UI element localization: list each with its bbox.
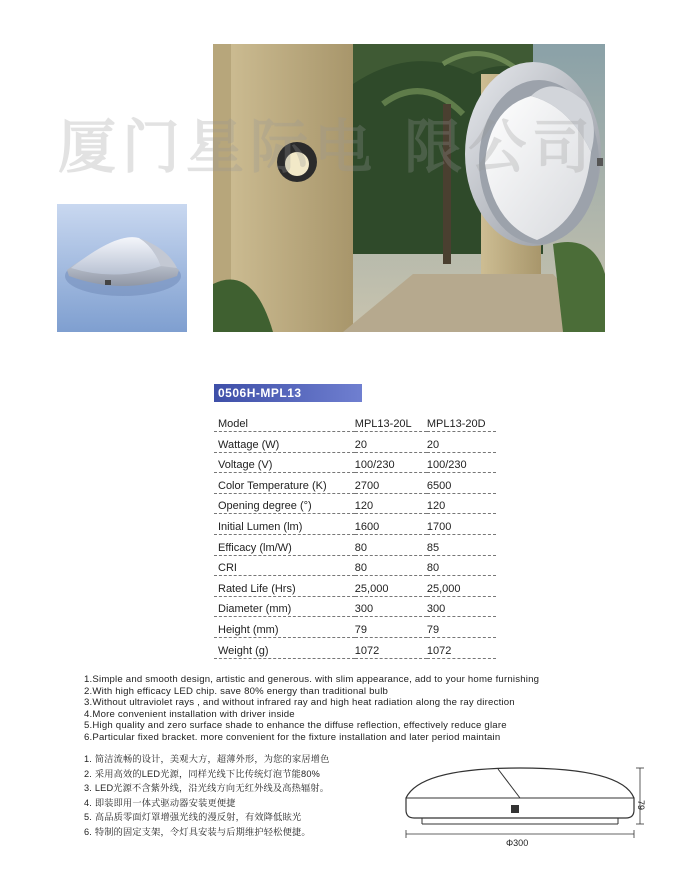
feature-line: 5. 高品质零面灯罩增强光线的漫反射，有效降低眩光 xyxy=(84,812,302,822)
features-english xyxy=(84,674,684,744)
spec-label-cell: Diameter (mm) xyxy=(214,596,355,617)
garden-scene-illustration xyxy=(213,44,605,332)
spec-value-cell: 25,000 xyxy=(355,576,427,597)
feature-line: 4.More convenient installation with driver inside xyxy=(84,708,295,720)
spec-label-cell: Color Temperature (K) xyxy=(214,473,355,494)
spec-header-cell: MPL13-20D xyxy=(427,414,496,432)
spec-value-cell: 100/230 xyxy=(427,452,496,473)
feature-line: 4. 即装即用一体式驱动器安装更便捷 xyxy=(84,797,236,808)
spec-value-cell: 120 xyxy=(355,493,427,514)
spec-value-cell: 1072 xyxy=(427,637,496,658)
spec-value-cell: 20 xyxy=(427,432,496,453)
shade-edge-line xyxy=(498,769,520,798)
spec-value-cell: 80 xyxy=(355,534,427,555)
spec-value-cell: 6500 xyxy=(427,473,496,494)
spec-value-cell: 100/230 xyxy=(355,452,427,473)
spec-value-cell: 80 xyxy=(427,555,496,576)
spec-value-cell: 1600 xyxy=(355,514,427,535)
feature-line: 3.Without ultraviolet rays , and without infrared ray and high heat radiation along the ray direction xyxy=(84,697,515,709)
spec-row xyxy=(214,596,496,617)
installation-photo xyxy=(213,44,605,332)
spec-label-cell: CRI xyxy=(214,555,355,576)
spec-value-cell: 85 xyxy=(427,534,496,555)
model-number-banner: 0506H-MPL13 xyxy=(214,384,362,402)
feature-line: 5.High quality and zero surface shade to enhance the diffuse reflection, effectively reduce glare xyxy=(84,720,507,732)
spec-label-cell: Rated Life (Hrs) xyxy=(214,576,355,597)
spec-label-cell: Opening degree (°) xyxy=(214,493,355,514)
spec-label-cell: Initial Lumen (lm) xyxy=(214,514,355,535)
watermark-text: 厦门星际电 限公司 xyxy=(58,113,597,181)
spec-value-cell: 1072 xyxy=(355,637,427,658)
feature-line: 6.Particular fixed bracket. more convenient for the fixture installation and later period maintain xyxy=(84,731,501,743)
spec-label-cell: Wattage (W) xyxy=(214,432,355,453)
height-label: 79 xyxy=(636,800,646,811)
spec-row xyxy=(214,555,496,576)
spec-label-cell: Weight (g) xyxy=(214,637,355,658)
spec-header-cell: MPL13-20L xyxy=(355,414,427,432)
spec-row xyxy=(214,637,496,658)
spec-row xyxy=(214,514,496,535)
spec-value-cell: 300 xyxy=(427,596,496,617)
feature-line: 1.Simple and smooth design, artistic and generous. with slim appearance, add to your home furnishing xyxy=(84,674,540,685)
feature-line: 2.With high efficacy LED chip. save 80% energy than traditional bulb xyxy=(84,685,389,697)
spec-value-cell: 300 xyxy=(355,596,427,617)
spec-row xyxy=(214,493,496,514)
spec-value-cell: 2700 xyxy=(355,473,427,494)
feature-line: 3. LED光源不含紫外线，沿光线方向无红外线及高热辐射。 xyxy=(84,783,330,793)
spec-value-cell: 20 xyxy=(355,432,427,453)
lamp-outline xyxy=(406,768,634,818)
spec-label-cell: Height (mm) xyxy=(214,617,355,638)
spec-value-cell: 1700 xyxy=(427,514,496,535)
spec-header-row xyxy=(214,414,496,432)
spec-value-cell: 80 xyxy=(355,555,427,576)
lamp-thumbnail-illustration xyxy=(57,204,187,332)
spec-row xyxy=(214,473,496,494)
spec-label-cell: Voltage (V) xyxy=(214,452,355,473)
feature-line: 1. 简洁流畅的设计，美观大方，超薄外形，为您的家居增色 xyxy=(84,754,330,764)
spec-value-cell: 79 xyxy=(427,617,496,638)
spec-value-cell: 25,000 xyxy=(427,576,496,597)
spec-label-cell: Efficacy (lm/W) xyxy=(214,534,355,555)
features-chinese xyxy=(84,752,394,839)
spec-value-cell: 120 xyxy=(427,493,496,514)
spec-row xyxy=(214,452,496,473)
driver-box xyxy=(511,805,519,813)
dimension-drawing xyxy=(398,760,648,850)
feature-line: 6. 特制的固定支架，令灯具安装与后期维护轻松便捷。 xyxy=(84,826,311,837)
spec-row xyxy=(214,617,496,638)
spec-row xyxy=(214,576,496,597)
spec-table xyxy=(214,414,496,659)
product-thumbnail xyxy=(57,204,187,332)
diameter-label: Φ300 xyxy=(506,838,529,848)
spec-value-cell: 79 xyxy=(355,617,427,638)
feature-line: 2. 采用高效的LED光源，同样光线下比传统灯泡节能80% xyxy=(84,768,321,779)
spec-header-cell: Model xyxy=(214,414,355,432)
spec-row xyxy=(214,432,496,453)
spec-row xyxy=(214,534,496,555)
